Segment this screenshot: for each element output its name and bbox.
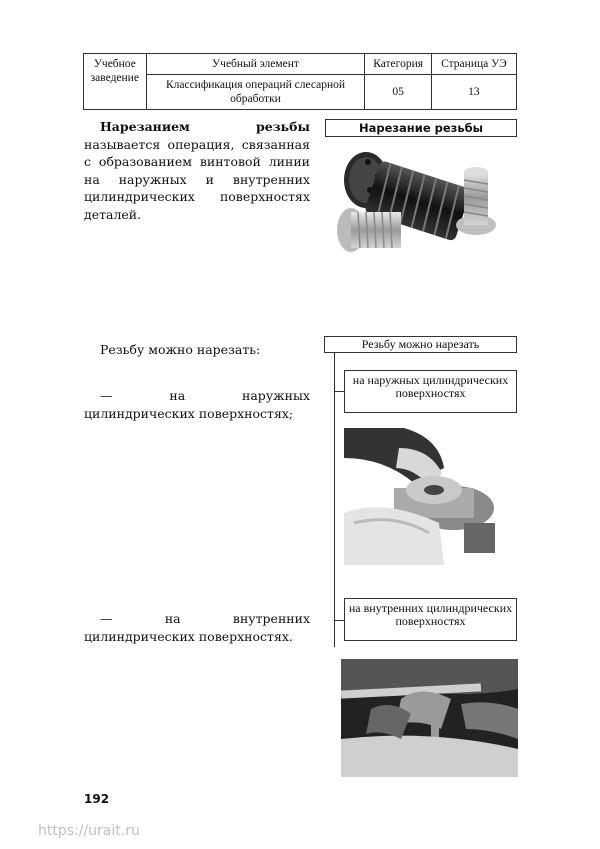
can-cut-box: Резьбу можно нарезать: [324, 336, 517, 353]
watermark-url[interactable]: https://urait.ru: [38, 823, 140, 839]
header-page-label: Страница УЭ: [431, 54, 516, 75]
header-institution: Учебное заведение: [84, 54, 147, 110]
header-page-value: 13: [431, 75, 516, 110]
header-category-value: 05: [365, 75, 431, 110]
outer-threading-photo: [344, 428, 495, 565]
inner-box: на внутренних цилиндрических поверхностях: [344, 598, 517, 641]
connector-outer: [334, 391, 344, 392]
outer-text: — на наружных цилиндрических поверхностях;: [84, 388, 310, 421]
header-table: [83, 53, 517, 110]
intro-term: Нарезанием резьбы: [100, 119, 310, 134]
connector-vertical: [334, 353, 335, 647]
intro-rest: называется операция, связанная с образованием винтовой линии на наружных и внутренних цилиндрических поверхностях деталей.: [84, 136, 310, 222]
inner-threading-photo: [341, 659, 518, 777]
page-number: 192: [84, 792, 110, 806]
outer-box: на наружных цилиндрических поверхностях: [344, 370, 517, 413]
header-element-label: Учебный элемент: [146, 54, 365, 75]
header-category-label: Категория: [365, 54, 431, 75]
title-box: Нарезание резьбы: [325, 119, 517, 137]
threaded-parts-photo: [326, 140, 502, 260]
intro-paragraph: [84, 118, 310, 223]
connector-inner: [334, 620, 344, 621]
inner-text: — на внутренних цилиндрических поверхностях.: [84, 611, 310, 644]
can-cut-text: Резьбу можно нарезать:: [100, 342, 261, 357]
header-element-value: Классификация операций слесарной обработки: [146, 75, 365, 110]
